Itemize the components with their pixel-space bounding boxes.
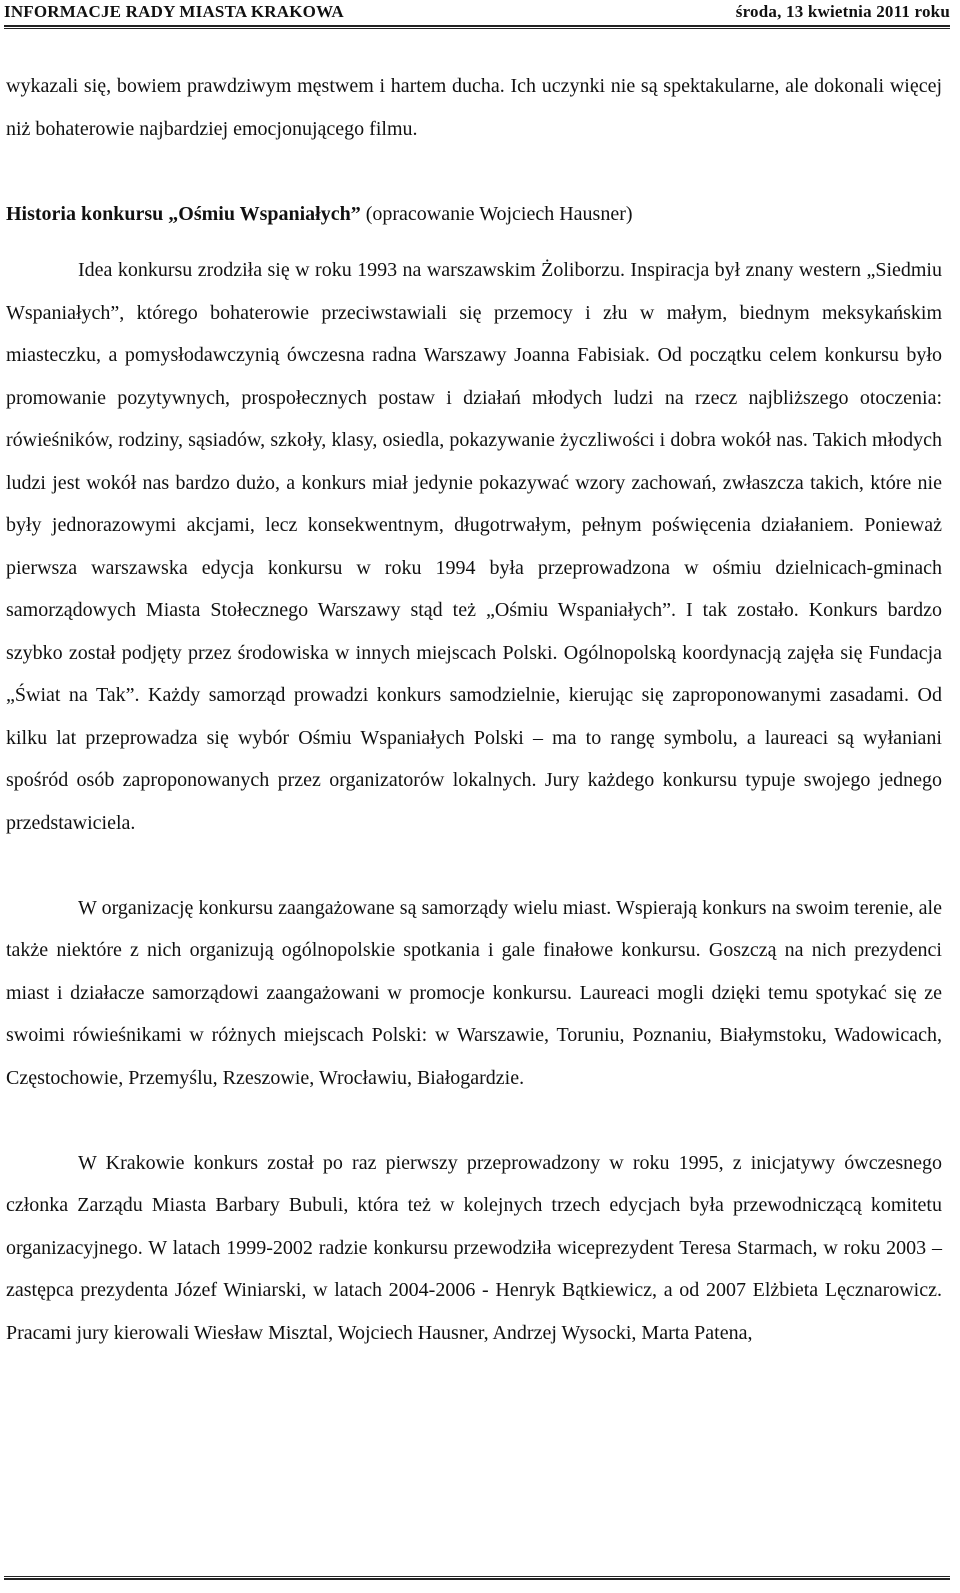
paragraph-krakow: W Krakowie konkurs został po raz pierwszy przeprowadzony w roku 1995, z inicjatywy ówczesnego członka Zarządu Miasta Barbary Bubuli, która też w kolejnych trzech edycjach była przewodniczącą komitetu organizacyjnego. W latach 1999-2002 radzie konkursu przewodziła wiceprezydent Teresa Starmach, w roku 2003 – zastępca prezydenta Józef Winiarski, w latach 2004-2006 - Henryk Bątkiewicz, a od 2007 Elżbieta Lęcznarowicz. Pracami jury kierowali Wiesław Misztal, Wojciech Hausner, Andrzej Wysocki, Marta Patena, [6, 1151, 942, 1344]
section-heading [6, 193, 942, 236]
header-divider-thin [4, 28, 950, 29]
header-date: środa, 13 kwietnia 2011 roku [735, 2, 950, 21]
paragraph-continuation: wykazali się, bowiem prawdziwym męstwem i hartem ducha. Ich uczynki nie są spektakularne, ale dokonali więcej niż bohaterowie najbardziej emocjonującego filmu. [6, 75, 942, 140]
paragraph-history: Idea konkursu zrodziła się w roku 1993 na warszawskim Żoliborzu. Inspiracja był znany western „Siedmiu Wspaniałych”, którego bohaterowie przeciwstawiali się przemocy i złu w małym, biednym meksykańskim miasteczku, a pomysłodawczynią ówczesna radna Warszawy Joanna Fabisiak. Od początku celem konkursu było promowanie pozytywnych, prospołecznych postaw i działań młodych ludzi na rzecz najbliższego otoczenia: rówieśników, rodziny, sąsiadów, szkoły, klasy, osiedla, pokazywanie życzliwości i dobra wokół nas. Takich młodych ludzi jest wokół nas bardzo dużo, a konkurs miał jedynie pokazywać wzory zachowań, zwłaszcza takich, które nie były jednorazowymi akcjami, lecz konsekwentnym, długotrwałym, pełnym poświęcenia działaniem. Ponieważ pierwsza warszawska edycja konkursu w roku 1994 była przeprowadzona w ośmiu dzielnicach-gminach samorządowych Miasta Stołecznego Warszawy stąd też „Ośmiu Wspaniałych”. I tak zostało. Konkurs bardzo szybko został podjęty przez środowiska w innych miejscach Polski. Ogólnopolską koordynacją zajęła się Fundacja „Świat na Tak”. Każdy samorząd prowadzi konkurs samodzielnie, kierując się zaproponowanymi zasadami. Od kilku lat przeprowadza się wybór Ośmiu Wspaniałych Polski – ma to rangę symbolu, a laureaci są wyłaniani spośród osób zaproponowanych przez organizatorów lokalnych. Jury każdego konkursu typuje swojego jednego przedstawiciela. [6, 259, 942, 834]
section-heading-note: (opracowanie Wojciech Hausner) [365, 202, 633, 225]
document-body [6, 65, 942, 1354]
paragraph-cities: W organizację konkursu zaangażowane są samorządy wielu miast. Wspierają konkurs na swoim terenie, ale także niektóre z nich organizują ogólnopolskie spotkania i gale finałowe konkursu. Goszczą na nich prezydenci miast i działacze samorządowi zaangażowani w promocje konkursu. Laureaci mogli dzięki temu spotykać się ze swoimi rówieśnikami w różnych miejscach Polski: w Warszawie, Toruniu, Poznaniu, Białymstoku, Wadowicach, Częstochowie, Przemyślu, Rzeszowie, Wrocławiu, Białogardzie. [6, 896, 942, 1089]
header-publication-title: INFORMACJE RADY MIASTA KRAKOWA [4, 2, 344, 21]
header-divider [4, 25, 950, 27]
footer-divider [4, 1578, 950, 1580]
page-header [4, 0, 950, 25]
section-heading-title: Historia konkursu „Ośmiu Wspaniałych” [6, 202, 361, 225]
footer-divider-thin [4, 1576, 950, 1577]
